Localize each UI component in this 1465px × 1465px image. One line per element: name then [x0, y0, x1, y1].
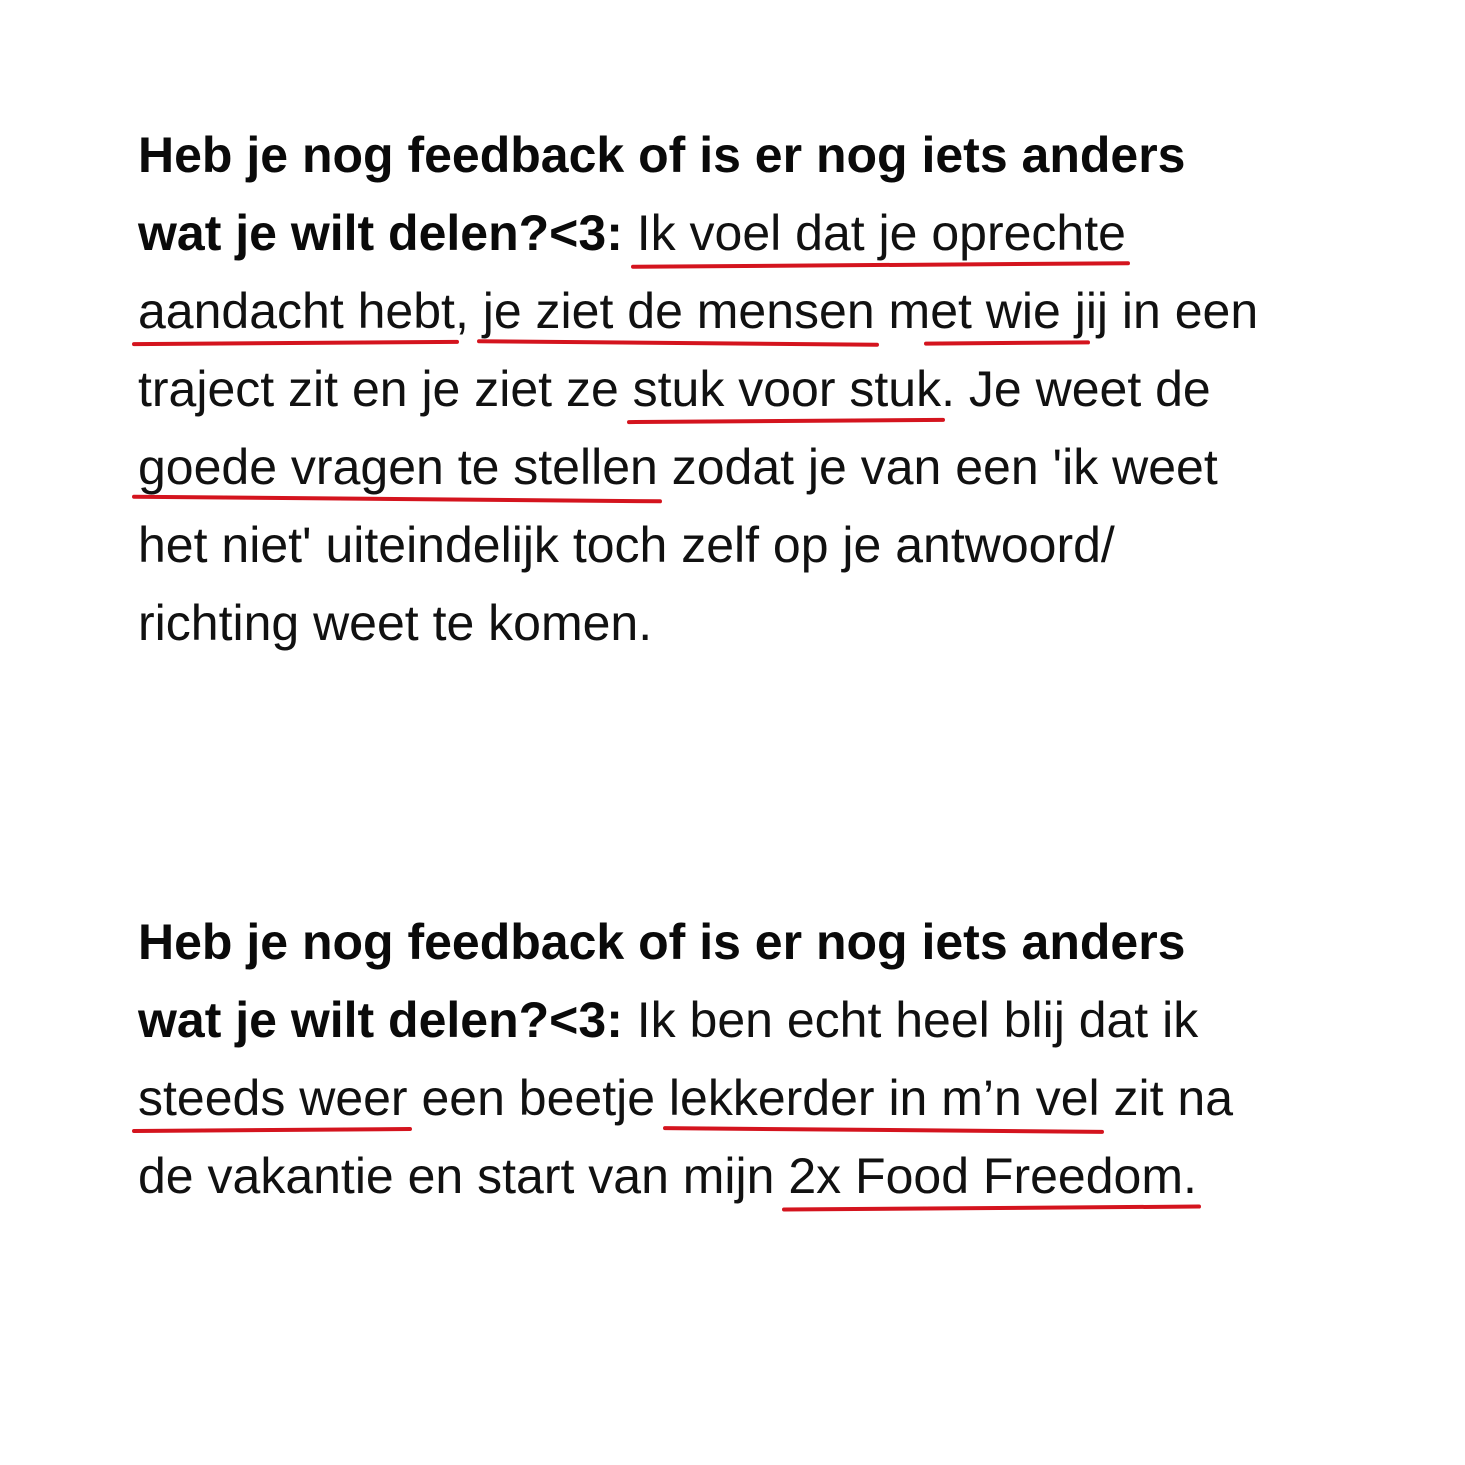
feedback-entry-1 — [138, 116, 1388, 662]
underlined-phrase: je ziet de mensen — [482, 283, 875, 339]
answer-text: , — [454, 283, 483, 339]
answer-text: traject zit en je ziet ze — [138, 361, 633, 417]
underlined-phrase: aandacht hebt — [138, 283, 455, 339]
answer-line — [138, 506, 1388, 584]
underlined-phrase: et wie j — [930, 283, 1086, 339]
answer-text: zodat je van een 'ik weet — [657, 439, 1218, 495]
question-text: wat je wilt delen?<3: — [138, 992, 623, 1048]
underlined-phrase: Ik voel dat je oprechte — [636, 205, 1126, 261]
question-text: Heb je nog feedback of is er nog iets anders — [138, 127, 1186, 183]
answer-line — [138, 1059, 1388, 1137]
answer-text: Ik ben echt heel blij dat ik — [636, 992, 1199, 1048]
answer-line — [138, 981, 1388, 1059]
answer-text: ij in een — [1085, 283, 1259, 339]
underlined-phrase: stuk voor stuk — [632, 361, 942, 417]
question-text: wat je wilt delen?<3: — [138, 205, 623, 261]
answer-text: richting weet te komen. — [138, 595, 653, 651]
underlined-phrase: steeds weer — [138, 1070, 408, 1126]
underlined-phrase: lekkerder in m’n vel — [668, 1070, 1100, 1126]
answer-line — [138, 350, 1388, 428]
feedback-entry-2 — [138, 903, 1388, 1215]
answer-text: een beetje — [407, 1070, 669, 1126]
answer-text: het niet' uiteindelijk toch zelf op je antwoord/ — [138, 517, 1115, 573]
answer-line — [138, 428, 1388, 506]
answer-line — [138, 194, 1388, 272]
answer-line — [138, 272, 1388, 350]
underlined-phrase: 2x Food Freedom. — [788, 1148, 1197, 1204]
underlined-phrase: goede vragen te stellen — [138, 439, 658, 495]
answer-line — [138, 1137, 1388, 1215]
answer-text: de vakantie en start van mijn — [138, 1148, 789, 1204]
answer-line — [138, 584, 1388, 662]
answer-text: m — [874, 283, 931, 339]
answer-text: . Je weet de — [941, 361, 1211, 417]
answer-text: zit na — [1099, 1070, 1234, 1126]
question-line — [138, 903, 1388, 981]
question-line — [138, 116, 1388, 194]
question-text: Heb je nog feedback of is er nog iets anders — [138, 914, 1186, 970]
